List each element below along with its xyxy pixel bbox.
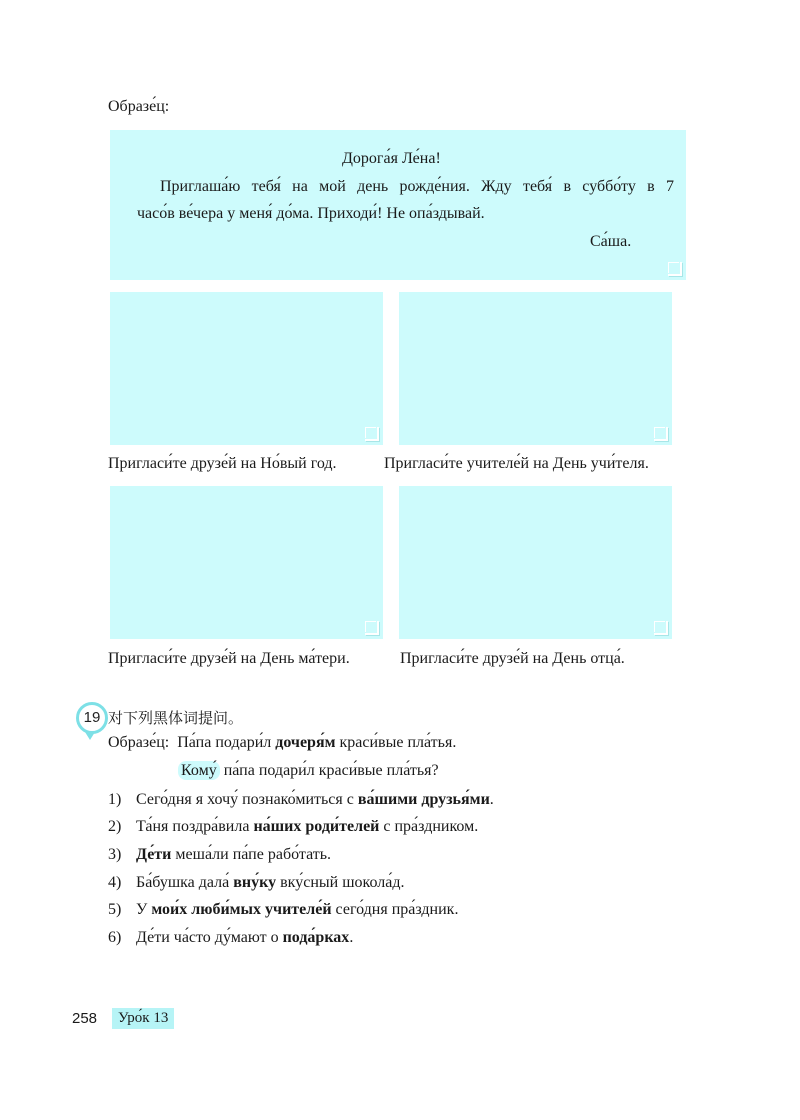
page-number: 258: [72, 1010, 98, 1027]
exercise-sample: [108, 734, 456, 752]
page-corner-icon: [365, 427, 379, 441]
item-number: 3): [108, 846, 122, 863]
list-item: [108, 818, 478, 836]
list-item: [108, 791, 494, 809]
item-number: 5): [108, 901, 122, 918]
page-corner-icon: [365, 621, 379, 635]
caption-new-year: Пригласи́те друзе́й на Но́вый год.: [108, 455, 337, 472]
item-text: Та́ня поздра́вила: [136, 818, 254, 835]
exercise-instruction: 对下列黑体词提问。: [108, 709, 244, 727]
exercise-sample-post: краси́вые пла́тья.: [335, 734, 457, 751]
item-text: Де́ти ча́сто ду́мают о: [136, 929, 283, 946]
item-text: Ба́бушка дала́: [136, 874, 234, 891]
caption-teachers-day: Пригласи́те учителе́й на День учи́теля.: [384, 455, 649, 472]
list-item: [108, 846, 331, 864]
exercise-number-badge: 19: [76, 702, 108, 734]
item-number: 1): [108, 791, 122, 808]
item-text: с пра́здником.: [379, 818, 479, 835]
page-corner-icon: [654, 621, 668, 635]
page-corner-icon: [668, 262, 682, 276]
item-bold-text: на́ших роди́телей: [253, 818, 380, 835]
item-number: 4): [108, 874, 122, 891]
item-bold-text: мои́х люби́мых учителе́й: [151, 901, 332, 918]
item-text: Сего́дня я хочу́ познако́миться с: [136, 791, 358, 808]
letter-line-1: Приглаша́ю тебя́ на мой день рожде́ния. Жду тебя́ в суббо́ту в 7: [160, 178, 674, 195]
caption-mothers-day: Пригласи́те друзе́й на День ма́тери.: [108, 650, 350, 667]
sample-label: Образе́ц:: [108, 98, 170, 115]
exercise-sample-answer: [178, 762, 439, 780]
exercise-sample-label: Образе́ц:: [108, 734, 170, 751]
letter-signature: Са́ша.: [590, 233, 632, 250]
caption-fathers-day: Пригласи́те друзе́й на День отца́.: [400, 650, 625, 667]
answer-box-2: [399, 292, 672, 445]
list-item: [108, 929, 353, 947]
answer-box-3: [110, 486, 383, 639]
list-item: [108, 901, 458, 919]
page-corner-icon: [654, 427, 668, 441]
item-bold-text: ва́шими друзья́ми: [357, 791, 490, 808]
answer-box-1: [110, 292, 383, 445]
item-text: У: [136, 901, 152, 918]
lesson-label: Уро́к 13: [112, 1008, 174, 1029]
exercise-sample-pre: Па́па подари́л: [177, 734, 276, 751]
item-text: меша́ли па́пе рабо́тать.: [171, 846, 332, 863]
answer-box-4: [399, 486, 672, 639]
letter-line-2: часо́в ве́чера у меня́ до́ма. Приходи́! Не опа́здывай.: [137, 205, 485, 222]
exercise-sample-bold: дочеря́м: [275, 734, 336, 751]
item-bold-text: пода́рках: [282, 929, 350, 946]
letter-greeting: Дорога́я Ле́на!: [342, 150, 441, 167]
answer-question-word: Кому́: [178, 761, 220, 780]
answer-rest: па́па подари́л краси́вые пла́тья?: [219, 762, 439, 779]
item-text: .: [349, 929, 354, 946]
item-text: сего́дня пра́здник.: [331, 901, 459, 918]
item-text: .: [489, 791, 494, 808]
item-bold-text: вну́ку: [233, 874, 277, 891]
item-number: 6): [108, 929, 122, 946]
list-item: [108, 874, 404, 892]
item-number: 2): [108, 818, 122, 835]
item-text: вку́сный шокола́д.: [276, 874, 405, 891]
item-bold-text: Де́ти: [136, 846, 172, 863]
